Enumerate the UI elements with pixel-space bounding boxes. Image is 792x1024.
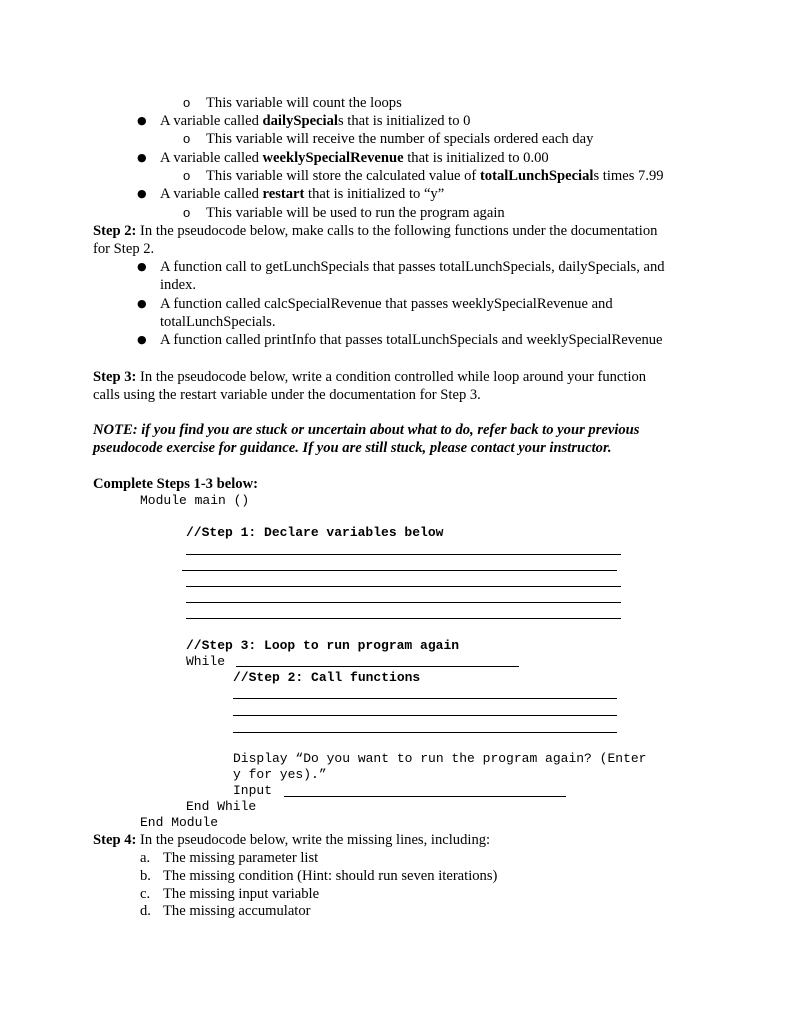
step4-paragraph: Step 4: In the pseudocode below, write the missing lines, including:	[93, 832, 491, 848]
bullet-icon: ●	[137, 333, 147, 346]
list-item-daily-specials: A variable called dailySpecials that is initialized to 0	[160, 113, 471, 129]
answer-blank-line[interactable]	[186, 586, 621, 587]
list-subitem: This variable will be used to run the program again	[206, 205, 505, 221]
step4-item-marker: b.	[140, 868, 151, 884]
answer-blank-line[interactable]	[233, 715, 617, 716]
bullet-icon: ●	[137, 260, 147, 273]
bullet-icon: ●	[137, 187, 147, 200]
step3-paragraph-cont: calls using the restart variable under the documentation for Step 3.	[93, 387, 481, 403]
code-input: Input	[233, 783, 273, 798]
while-condition-blank[interactable]	[236, 666, 519, 667]
sub-bullet-icon: o	[183, 205, 191, 220]
step4-item-marker: d.	[140, 903, 151, 919]
code-while: While	[186, 654, 226, 669]
code-display-line: Display “Do you want to run the program again? (Enter	[233, 751, 647, 766]
code-end-while: End While	[186, 799, 257, 814]
step2-paragraph: Step 2: In the pseudocode below, make calls to the following functions under the documentation	[93, 223, 658, 239]
sub-bullet-icon: o	[183, 168, 191, 183]
answer-blank-line[interactable]	[182, 570, 617, 571]
list-item-weekly-revenue: A variable called weeklySpecialRevenue that is initialized to 0.00	[160, 150, 549, 166]
list-subitem: This variable will store the calculated value of totalLunchSpecials times 7.99	[206, 168, 664, 184]
step2-bullet-cont: totalLunchSpecials.	[160, 314, 276, 330]
complete-steps-heading: Complete Steps 1-3 below:	[93, 476, 258, 492]
answer-blank-line[interactable]	[233, 732, 617, 733]
code-step1-comment: //Step 1: Declare variables below	[186, 525, 444, 540]
note-paragraph: NOTE: if you find you are stuck or uncertain about what to do, refer back to your previous	[93, 422, 640, 438]
step2-paragraph-cont: for Step 2.	[93, 241, 155, 257]
list-item-restart: A variable called restart that is initialized to “y”	[160, 186, 445, 202]
answer-blank-line[interactable]	[186, 602, 621, 603]
step4-item: The missing parameter list	[163, 850, 319, 866]
list-subitem: This variable will count the loops	[206, 95, 402, 111]
answer-blank-line[interactable]	[233, 698, 617, 699]
step2-bullet-print-info: A function called printInfo that passes totalLunchSpecials and weeklySpecialRevenue	[160, 332, 663, 348]
note-paragraph-cont: pseudocode exercise for guidance. If you are still stuck, please contact your instructor.	[93, 440, 612, 456]
list-subitem: This variable will receive the number of specials ordered each day	[206, 131, 594, 147]
step2-bullet-cont: index.	[160, 277, 197, 293]
code-step3-comment: //Step 3: Loop to run program again	[186, 638, 460, 653]
step3-paragraph: Step 3: In the pseudocode below, write a condition controlled while loop around your function	[93, 369, 647, 385]
code-display-line-cont: y for yes).”	[233, 767, 327, 782]
code-end-module: End Module	[140, 815, 219, 830]
step2-bullet-calc-special-revenue: A function called calcSpecialRevenue that passes weeklySpecialRevenue and	[160, 296, 613, 312]
code-step2-comment: //Step 2: Call functions	[233, 670, 421, 685]
bullet-icon: ●	[137, 297, 147, 310]
sub-bullet-icon: o	[183, 95, 191, 110]
step4-item: The missing input variable	[163, 886, 320, 902]
step4-item-marker: c.	[140, 886, 151, 902]
bullet-icon: ●	[137, 151, 147, 164]
step4-item: The missing accumulator	[163, 903, 311, 919]
answer-blank-line[interactable]	[186, 554, 621, 555]
step4-item-marker: a.	[140, 850, 151, 866]
step4-item: The missing condition (Hint: should run seven iterations)	[163, 868, 498, 884]
bullet-icon: ●	[137, 114, 147, 127]
sub-bullet-icon: o	[183, 131, 191, 146]
answer-blank-line[interactable]	[186, 618, 621, 619]
input-variable-blank[interactable]	[284, 796, 566, 797]
code-module-main: Module main ()	[140, 493, 250, 508]
step2-bullet-get-lunch-specials: A function call to getLunchSpecials that passes totalLunchSpecials, dailySpecials, and	[160, 259, 665, 275]
